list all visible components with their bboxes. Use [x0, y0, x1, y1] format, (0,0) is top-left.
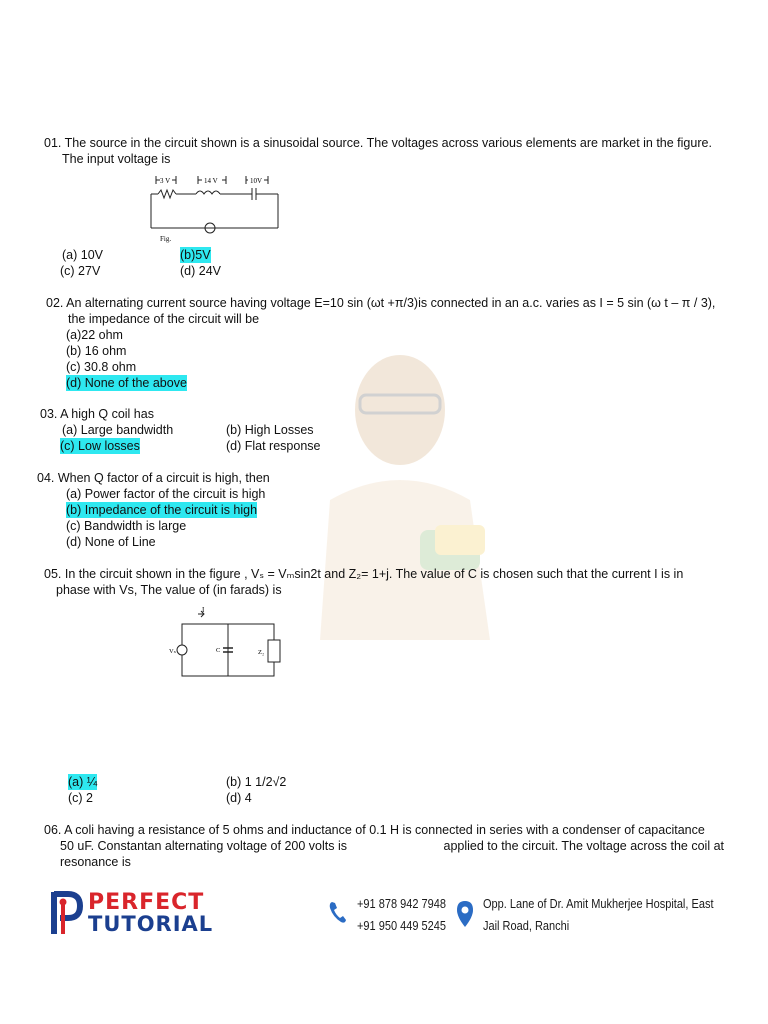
- address-line-1: Opp. Lane of Dr. Amit Mukherjee Hospital, East: [483, 897, 714, 911]
- q5-option-a[interactable]: (a) ¼: [68, 775, 98, 789]
- q2-option-a[interactable]: (a)22 ohm: [66, 328, 123, 342]
- circuit-figure-1: [148, 172, 283, 247]
- phone-icon: [328, 900, 348, 924]
- question-6: [44, 822, 724, 870]
- q5-option-c[interactable]: (c) 2: [68, 791, 93, 805]
- question-3-text: 03. A high Q coil has: [40, 407, 154, 421]
- q1-option-a[interactable]: (a) 10V: [62, 248, 103, 262]
- fig1-label-3v: 3 V: [160, 177, 171, 185]
- perfect-tutorial-logo-icon: [50, 890, 84, 936]
- phone-number-2[interactable]: +91 950 449 5245: [357, 919, 447, 933]
- question-5-text: 05. In the circuit shown in the figure , Vₛ = Vₘsin2t and Z₂= 1+j. The value of C is chosen such that the current I is in: [44, 567, 684, 581]
- q1-option-c[interactable]: (c) 27V: [60, 264, 101, 278]
- q3-option-c[interactable]: (c) Low losses: [60, 439, 140, 453]
- q4-option-a[interactable]: (a) Power factor of the circuit is high: [66, 487, 266, 501]
- question-6-text-cont-b: applied to the circuit. The voltage across the coil at: [443, 839, 724, 853]
- question-2: [46, 295, 726, 327]
- fig5-load-label: Z₂: [258, 649, 265, 656]
- question-6-text-cont-a: 50 uF. Constantan alternating voltage of 200 volts is: [60, 839, 347, 853]
- q5-option-b[interactable]: (b) 1 1/2√2: [226, 775, 287, 789]
- fig5-cap-label: C: [216, 647, 221, 654]
- q3-option-b[interactable]: (b) High Losses: [226, 423, 314, 437]
- fig1-label-14v: 14 V: [204, 177, 218, 185]
- location-pin-icon: [456, 900, 474, 928]
- question-5-text-cont: phase with Vs, The value of (in farads) is: [56, 583, 282, 597]
- address-line-2: Jail Road, Ranchi: [483, 919, 570, 933]
- question-5: [44, 566, 724, 598]
- phone-number-1[interactable]: +91 878 942 7948: [357, 897, 447, 911]
- question-2-text-cont: the impedance of the circuit will be: [68, 312, 260, 326]
- q5-option-d[interactable]: (d) 4: [226, 791, 252, 805]
- q2-option-c[interactable]: (c) 30.8 ohm: [66, 360, 137, 374]
- q3-option-d[interactable]: (d) Flat response: [226, 439, 321, 453]
- question-4-text: 04. When Q factor of a circuit is high, then: [37, 471, 270, 485]
- q4-option-b[interactable]: (b) Impedance of the circuit is high: [66, 503, 258, 517]
- fig1-label-10v: 10V: [250, 177, 263, 185]
- brand-name-line2: TUTORIAL: [88, 912, 214, 936]
- question-2-text: 02. An alternating current source having voltage E=10 sin (ωt +π/3)is connected in an a.c. varies as I = 5 sin (ω t – π / 3),: [46, 296, 716, 310]
- q2-option-d[interactable]: (d) None of the above: [66, 376, 187, 390]
- fig5-source-label: Vₛ: [169, 648, 176, 655]
- q4-option-c[interactable]: (c) Bandwidth is large: [66, 519, 187, 533]
- question-6-text-cont-c: resonance is: [60, 855, 131, 869]
- q4-option-d[interactable]: (d) None of Line: [66, 535, 156, 549]
- question-1: [44, 135, 724, 167]
- question-1-text: 01. The source in the circuit shown is a sinusoidal source. The voltages across various elements are market in the figure.: [44, 136, 712, 150]
- brand-name-line1: PERFECT: [88, 890, 205, 915]
- q3-option-a[interactable]: (a) Large bandwidth: [62, 423, 174, 437]
- fig1-caption: Fig.: [160, 235, 172, 243]
- q1-option-b[interactable]: (b)5V: [180, 248, 211, 262]
- question-6-text: 06. A coli having a resistance of 5 ohms and inductance of 0.1 H is connected in series with a condenser of capacitance: [44, 823, 705, 837]
- q2-option-b[interactable]: (b) 16 ohm: [66, 344, 127, 358]
- fig5-current-label: I: [202, 606, 205, 614]
- question-1-text-cont: The input voltage is: [62, 152, 171, 166]
- q1-option-d[interactable]: (d) 24V: [180, 264, 221, 278]
- circuit-figure-5: [168, 606, 283, 680]
